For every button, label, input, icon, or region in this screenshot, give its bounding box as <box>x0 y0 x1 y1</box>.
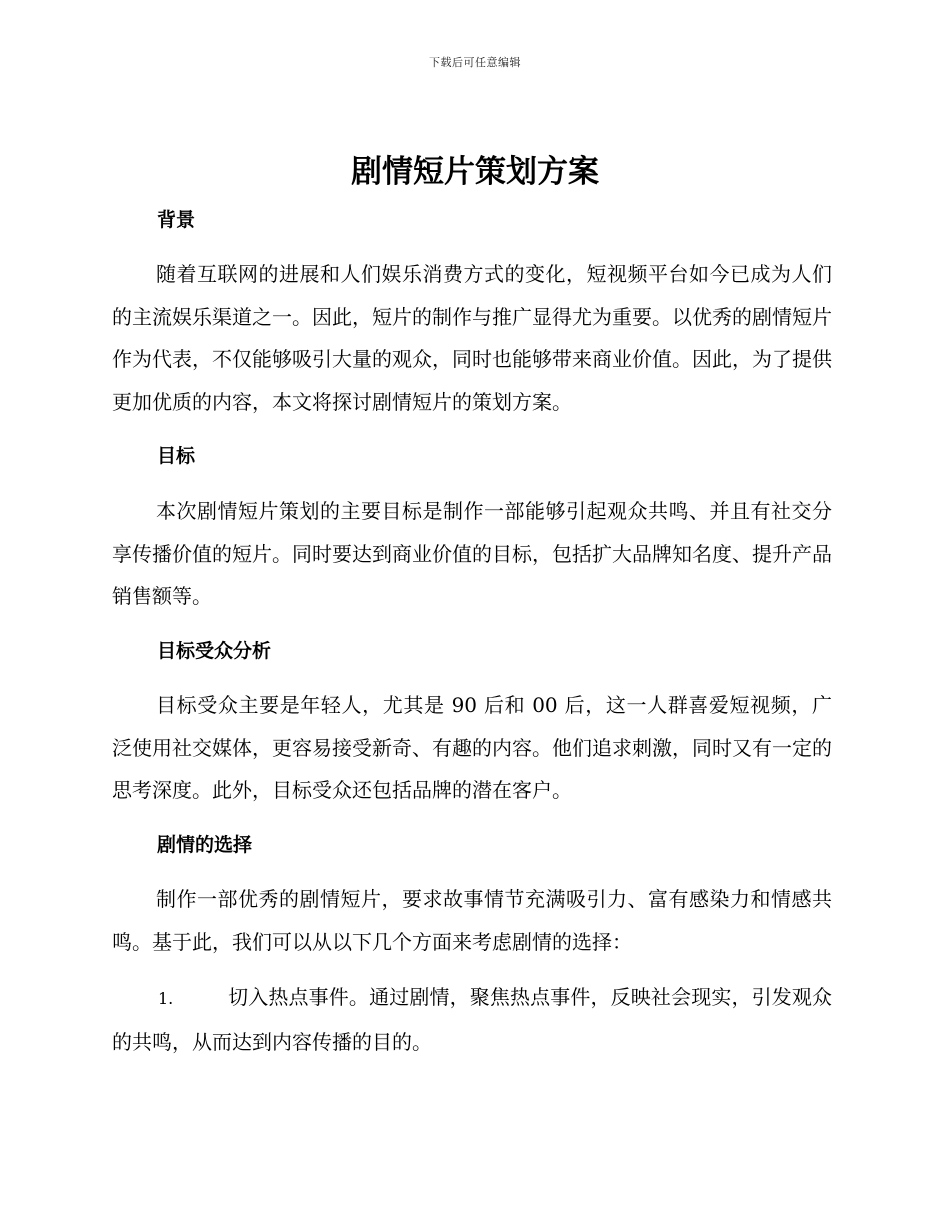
section-paragraph-goal: 本次剧情短片策划的主要目标是制作一部能够引起观众共鸣、并且有社交分享传播价值的短片。同时要达到商业价值的目标，包括扩大品牌知名度、提升产品销售额等。 <box>112 499 832 608</box>
page-header: 下载后可任意编辑 <box>429 56 521 69</box>
section-heading-audience: 目标受众分析 <box>157 640 272 662</box>
list-item-text: 切入热点事件。通过剧情，聚焦热点事件，反映社会现实，引发观众的共鸣，从而达到内容传播的目的。 <box>112 985 832 1054</box>
section-paragraph-plot: 制作一部优秀的剧情短片，要求故事情节充满吸引力、富有感染力和情感共鸣。基于此，我们可以从以下几个方面来考虑剧情的选择： <box>112 887 832 954</box>
section-paragraph-audience: 目标受众主要是年轻人，尤其是 90 后和 00 后，这一人群喜爱短视频，广泛使用社交媒体，更容易接受新奇、有趣的内容。他们追求刺激，同时又有一定的思考深度。此外，目标受众还包括品牌的潜在客户。 <box>112 693 832 802</box>
section-heading-goal: 目标 <box>157 445 196 467</box>
section-heading-background: 背景 <box>157 209 196 231</box>
list-item <box>112 976 832 1063</box>
section-paragraph-background: 随着互联网的进展和人们娱乐消费方式的变化，短视频平台如今已成为人们的主流娱乐渠道之一。因此，短片的制作与推广显得尤为重要。以优秀的剧情短片作为代表，不仅能够吸引大量的观众，同时也能够带来商业价值。因此，为了提供更加优质的内容，本文将探讨剧情短片的策划方案。 <box>112 262 832 414</box>
document-title: 剧情短片策划方案 <box>351 154 599 190</box>
section-heading-plot: 剧情的选择 <box>157 834 253 856</box>
list-item-number: 1. <box>158 989 174 1008</box>
